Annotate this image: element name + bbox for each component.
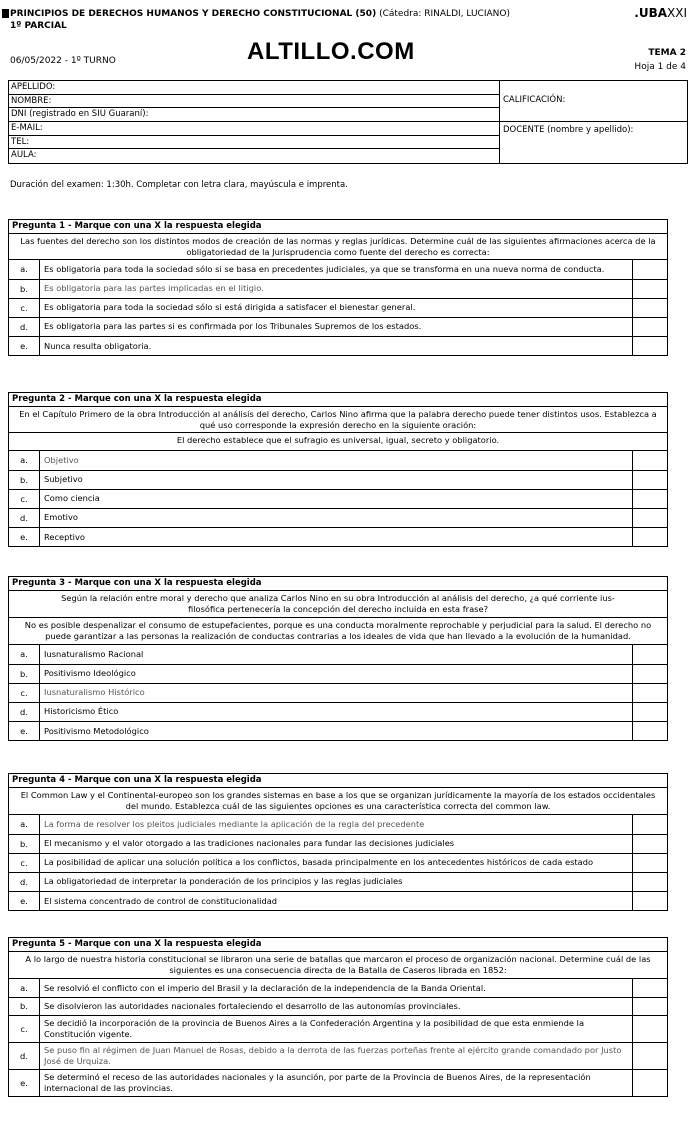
course-title xyxy=(10,9,510,19)
field-aula[interactable]: AULA: xyxy=(11,150,37,161)
tema-label: TEMA 2 xyxy=(648,48,686,58)
option-letter: d. xyxy=(9,508,40,527)
option-text: Receptivo xyxy=(40,527,633,546)
answer-box[interactable] xyxy=(633,1069,668,1096)
option-row xyxy=(9,834,667,853)
options-table xyxy=(9,645,667,740)
option-row xyxy=(9,872,667,891)
option-row xyxy=(9,997,667,1015)
option-row xyxy=(9,664,667,683)
option-row xyxy=(9,260,667,279)
options-table xyxy=(9,815,667,910)
option-row xyxy=(9,451,667,470)
field-email[interactable]: E-MAIL: xyxy=(9,122,499,136)
answer-box[interactable] xyxy=(633,527,668,546)
parcial-label: 1º PARCIAL xyxy=(10,21,67,31)
answer-box[interactable] xyxy=(633,853,668,872)
question-prompt: Según la relación entre moral y derecho que analiza Carlos Nino en su obra Introducción al análisis del derecho, ¿a qué corriente ius-filosófica pertenecería la concepción del derecho incluida en esta frase? xyxy=(9,591,667,618)
option-row xyxy=(9,279,667,298)
answer-box[interactable] xyxy=(633,891,668,910)
option-row xyxy=(9,1069,667,1096)
option-text: Subjetivo xyxy=(40,470,633,489)
answer-box[interactable] xyxy=(633,279,668,298)
answer-box[interactable] xyxy=(633,317,668,336)
field-apellido[interactable]: APELLIDO: xyxy=(9,81,499,95)
option-text: Nunca resulta obligatoria. xyxy=(40,336,633,355)
field-tel[interactable]: TEL: xyxy=(9,136,499,150)
option-row xyxy=(9,683,667,702)
option-row xyxy=(9,508,667,527)
question-2 xyxy=(8,392,668,547)
option-row xyxy=(9,336,667,355)
question-title: Pregunta 4 - Marque con una X la respuesta elegida xyxy=(9,774,667,788)
option-letter: c. xyxy=(9,298,40,317)
option-text: Es obligatoria para toda la sociedad sólo si está dirigida a satisfacer el bienestar general. xyxy=(40,298,633,317)
student-fields xyxy=(9,81,500,163)
page-counter: Hoja 1 de 4 xyxy=(634,62,686,72)
option-letter: a. xyxy=(9,645,40,664)
course-name: PRINCIPIOS DE DERECHOS HUMANOS Y DERECHO CONSTITUCIONAL (50) xyxy=(10,9,377,19)
option-letter: e. xyxy=(9,336,40,355)
question-title: Pregunta 5 - Marque con una X la respuesta elegida xyxy=(9,938,667,952)
option-text: Iusnaturalismo Racional xyxy=(40,645,633,664)
option-letter: c. xyxy=(9,683,40,702)
option-text: Iusnaturalismo Histórico xyxy=(40,683,633,702)
question-prompt: El Common Law y el Continental-europeo son los grandes sistemas en base a los que se organizan jurídicamente la mayoría de los estados occidentales del mundo. Establezca cuál de las siguientes opciones es una característica correcta del common law. xyxy=(9,788,667,815)
question-3 xyxy=(8,576,668,741)
question-title: Pregunta 3 - Marque con una X la respuesta elegida xyxy=(9,577,667,591)
option-letter: b. xyxy=(9,664,40,683)
option-text: Se disolvieron las autoridades nacionales fortaleciendo el desarrollo de las autonomías provinciales. xyxy=(40,997,633,1015)
catedra: (Cátedra: RINALDI, LUCIANO) xyxy=(379,9,510,19)
option-letter: b. xyxy=(9,834,40,853)
answer-box[interactable] xyxy=(633,815,668,834)
answer-box[interactable] xyxy=(633,683,668,702)
option-row xyxy=(9,470,667,489)
calificacion-label: CALIFICACIÓN: xyxy=(503,95,566,105)
options-table xyxy=(9,260,667,355)
answer-box[interactable] xyxy=(633,664,668,683)
watermark: ALTILLO.COM xyxy=(247,38,415,65)
option-letter: e. xyxy=(9,891,40,910)
answer-box[interactable] xyxy=(633,298,668,317)
option-text: Se puso fin al régimen de Juan Manuel de Rosas, debido a la derrota de las fuerzas porteñas frente al ejército grande comandado por Justo José de Urquiza. xyxy=(40,1042,633,1069)
field-dni[interactable]: DNI (registrado en SIU Guaraní): xyxy=(9,108,499,122)
option-row xyxy=(9,1015,667,1042)
question-prompt: A lo largo de nuestra historia constitucional se libraron una serie de batallas que marcaron el proceso de organización nacional. Determine cuál de las siguientes es una consecuencia directa de la Batalla de Caseros librada en 1852: xyxy=(9,952,667,979)
question-quote: El derecho establece que el sufragio es universal, igual, secreto y obligatorio. xyxy=(9,433,667,451)
question-4 xyxy=(8,773,668,911)
uba-logo xyxy=(634,6,687,20)
option-row xyxy=(9,527,667,546)
docente-label: DOCENTE (nombre y apellido): xyxy=(503,125,634,135)
answer-box[interactable] xyxy=(633,508,668,527)
answer-box[interactable] xyxy=(633,979,668,997)
option-row xyxy=(9,489,667,508)
option-text: Emotivo xyxy=(40,508,633,527)
answer-box[interactable] xyxy=(633,834,668,853)
option-text: La forma de resolver los pleitos judiciales mediante la aplicación de la regla del precedente xyxy=(40,815,633,834)
option-letter: e. xyxy=(9,1069,40,1096)
option-text: Objetivo xyxy=(40,451,633,470)
option-letter: b. xyxy=(9,279,40,298)
option-letter: b. xyxy=(9,470,40,489)
option-text: Es obligatoria para toda la sociedad sólo si se basa en precedentes judiciales, ya que se transforma en una nueva norma de conducta. xyxy=(40,260,633,279)
answer-box[interactable] xyxy=(633,260,668,279)
option-text: Como ciencia xyxy=(40,489,633,508)
answer-box[interactable] xyxy=(633,470,668,489)
options-table xyxy=(9,451,667,546)
option-letter: d. xyxy=(9,317,40,336)
option-text: Positivismo Ideológico xyxy=(40,664,633,683)
option-text: Historicismo Ético xyxy=(40,702,633,721)
option-letter: a. xyxy=(9,815,40,834)
answer-box[interactable] xyxy=(633,1015,668,1042)
option-text: La obligatoriedad de interpretar la ponderación de los principios y las reglas judiciales xyxy=(40,872,633,891)
option-letter: a. xyxy=(9,260,40,279)
option-text: Es obligatoria para las partes implicadas en el litigio. xyxy=(40,279,633,298)
option-row xyxy=(9,853,667,872)
option-letter: d. xyxy=(9,1042,40,1069)
option-row xyxy=(9,815,667,834)
option-text: Es obligatoria para las partes si es confirmada por los Tribunales Supremos de los estados. xyxy=(40,317,633,336)
option-row xyxy=(9,317,667,336)
option-text: Se resolvió el conflicto con el imperio del Brasil y la declaración de la independencia de la Banda Oriental. xyxy=(40,979,633,997)
option-text: Se determinó el receso de las autoridades nacionales y la asunción, por parte de la Provincia de Buenos Aires, de la representación internacional de las provincias. xyxy=(40,1069,633,1096)
option-text: Se decidió la incorporación de la provincia de Buenos Aires a la Confederación Argentina y la posibilidad de que esta enmiende la Constitución vigente. xyxy=(40,1015,633,1042)
answer-box[interactable] xyxy=(633,1042,668,1069)
option-letter: b. xyxy=(9,997,40,1015)
question-1 xyxy=(8,219,668,356)
answer-box[interactable] xyxy=(633,336,668,355)
calificacion-cell[interactable] xyxy=(500,81,687,122)
answer-box[interactable] xyxy=(633,721,668,740)
question-quote: No es posible despenalizar el consumo de estupefacientes, porque es una conducta moralmente reprochable y perjudicial para la salud. El derecho no puede garantizar a las personas la realización de conductas contrarias a los ideales de vida que han llevado a la evolución de la humanidad. xyxy=(9,618,667,645)
option-row xyxy=(9,702,667,721)
option-letter: a. xyxy=(9,979,40,997)
option-row xyxy=(9,298,667,317)
option-row xyxy=(9,891,667,910)
option-letter: d. xyxy=(9,702,40,721)
question-5 xyxy=(8,937,668,1097)
question-title: Pregunta 1 - Marque con una X la respuesta elegida xyxy=(9,220,667,234)
option-letter: e. xyxy=(9,721,40,740)
option-letter: d. xyxy=(9,872,40,891)
option-row xyxy=(9,1042,667,1069)
field-nombre[interactable]: NOMBRE: xyxy=(9,95,499,109)
uba-logo-suffix: XXI xyxy=(667,6,687,20)
options-table xyxy=(9,979,667,1096)
answer-box[interactable] xyxy=(633,997,668,1015)
option-letter: c. xyxy=(9,1015,40,1042)
option-text: El sistema concentrado de control de constitucionalidad xyxy=(40,891,633,910)
answer-box[interactable] xyxy=(633,451,668,470)
option-letter: c. xyxy=(9,489,40,508)
answer-box[interactable] xyxy=(633,489,668,508)
uba-logo-text: .UBA xyxy=(634,6,668,20)
answer-box[interactable] xyxy=(633,702,668,721)
option-text: El mecanismo y el valor otorgado a las tradiciones nacionales para fundar las decisiones judiciales xyxy=(40,834,633,853)
option-text: La posibilidad de aplicar una solución política a los conflictos, basada principalmente en los antecedentes históricos de cada estado xyxy=(40,853,633,872)
question-prompt: En el Capítulo Primero de la obra Introducción al análisis del derecho, Carlos Nino afirma que la palabra derecho puede tener distintos usos. Establezca a qué uso corresponde la expresión derecho en la siguiente oración: xyxy=(9,407,667,433)
exam-date: 06/05/2022 - 1º TURNO xyxy=(10,56,116,66)
exam-duration: Duración del examen: 1:30h. Completar con letra clara, mayúscula e imprenta. xyxy=(10,180,348,190)
answer-box[interactable] xyxy=(633,872,668,891)
answer-box[interactable] xyxy=(633,645,668,664)
option-letter: a. xyxy=(9,451,40,470)
option-letter: e. xyxy=(9,527,40,546)
option-row xyxy=(9,979,667,997)
student-info-box xyxy=(8,80,688,164)
option-row xyxy=(9,645,667,664)
question-title: Pregunta 2 - Marque con una X la respuesta elegida xyxy=(9,393,667,407)
option-row xyxy=(9,721,667,740)
corner-marker xyxy=(2,9,9,18)
option-letter: c. xyxy=(9,853,40,872)
question-prompt: Las fuentes del derecho son los distintos modos de creación de las normas y reglas jurídicas. Determine cuál de las siguientes afirmaciones acerca de la obligatoriedad de la Jurisprudencia como fuente del derecho es correcta: xyxy=(9,234,667,260)
option-text: Positivismo Metodológico xyxy=(40,721,633,740)
